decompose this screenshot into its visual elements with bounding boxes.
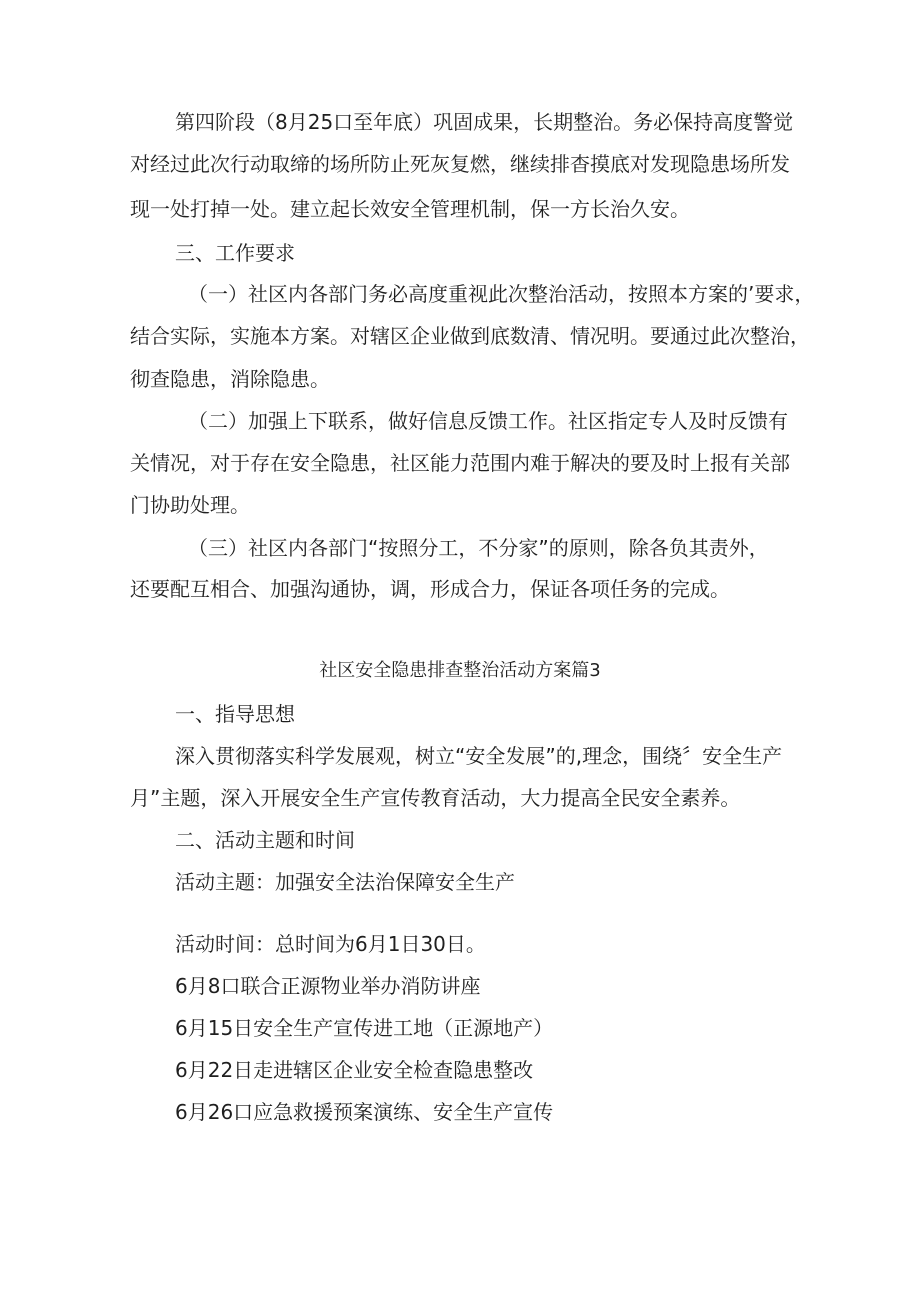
- paragraph-line: 门协助处理。: [130, 493, 250, 517]
- section-heading: 二、活动主题和时间: [175, 828, 355, 852]
- paragraph-line: 深入贯彻落实科学发展观，树立“安全发展”的,理念，围绕〞安全生产: [175, 744, 783, 768]
- schedule-item: 6月15日安全生产宣传进工地（正源地产）: [175, 1016, 554, 1040]
- activity-theme: 活动主题：加强安全法治保障安全生产: [175, 870, 515, 894]
- paragraph-line: （二）加强上下联系，做好信息反馈工作。社区指定专人及时反馈有: [188, 409, 788, 433]
- paragraph-line: 还要配互相合、加强沟通协，调，形成合力，保证各项任务的完成。: [130, 577, 730, 601]
- schedule-item: 6月8口联合正源物业举办消防讲座: [175, 974, 481, 998]
- activity-time: 活动时间：总时间为6月1日30日。: [175, 932, 486, 956]
- paragraph-line: 第四阶段（8月25口至年底）巩固成果，长期整治。务必保持高度警觉: [175, 110, 794, 134]
- paragraph-line: 关情况，对于存在安全隐患，社区能力范围内难于解决的要及时上报有关部: [130, 451, 790, 475]
- paragraph-line: （一）社区内各部门务必高度重视此次整治活动，按照本方案的’要求，: [188, 282, 815, 306]
- section-heading: 三、工作要求: [175, 241, 295, 265]
- paragraph-line: 月”主题，深入开展安全生产宣传教育活动，大力提高全民安全素养。: [130, 786, 741, 810]
- paragraph-line: 对经过此次行动取缔的场所防止死灰复燃，继续排杳摸底对发现隐患场所发: [130, 152, 790, 176]
- paragraph-line: 彻查隐患，消除隐患。: [130, 367, 330, 391]
- paragraph-line: 现一处打掉一处。建立起长效安全管理机制，保一方长治久安。: [130, 197, 690, 221]
- section-heading: 一、指导思想: [175, 702, 295, 726]
- paragraph-line: 结合实际，实施本方案。对辖区企业做到底数清、情况明。要通过此次整治，: [130, 324, 810, 348]
- schedule-item: 6月26口应急救援预案演练、安全生产宣传: [175, 1100, 554, 1124]
- paragraph-line: （三）社区内各部门“按照分工，不分家”的原则，除各负其责外，: [188, 536, 769, 560]
- document-title: 社区安全隐患排查整治活动方案篇3: [319, 660, 601, 681]
- schedule-item: 6月22日走进辖区企业安全检查隐患整改: [175, 1058, 534, 1082]
